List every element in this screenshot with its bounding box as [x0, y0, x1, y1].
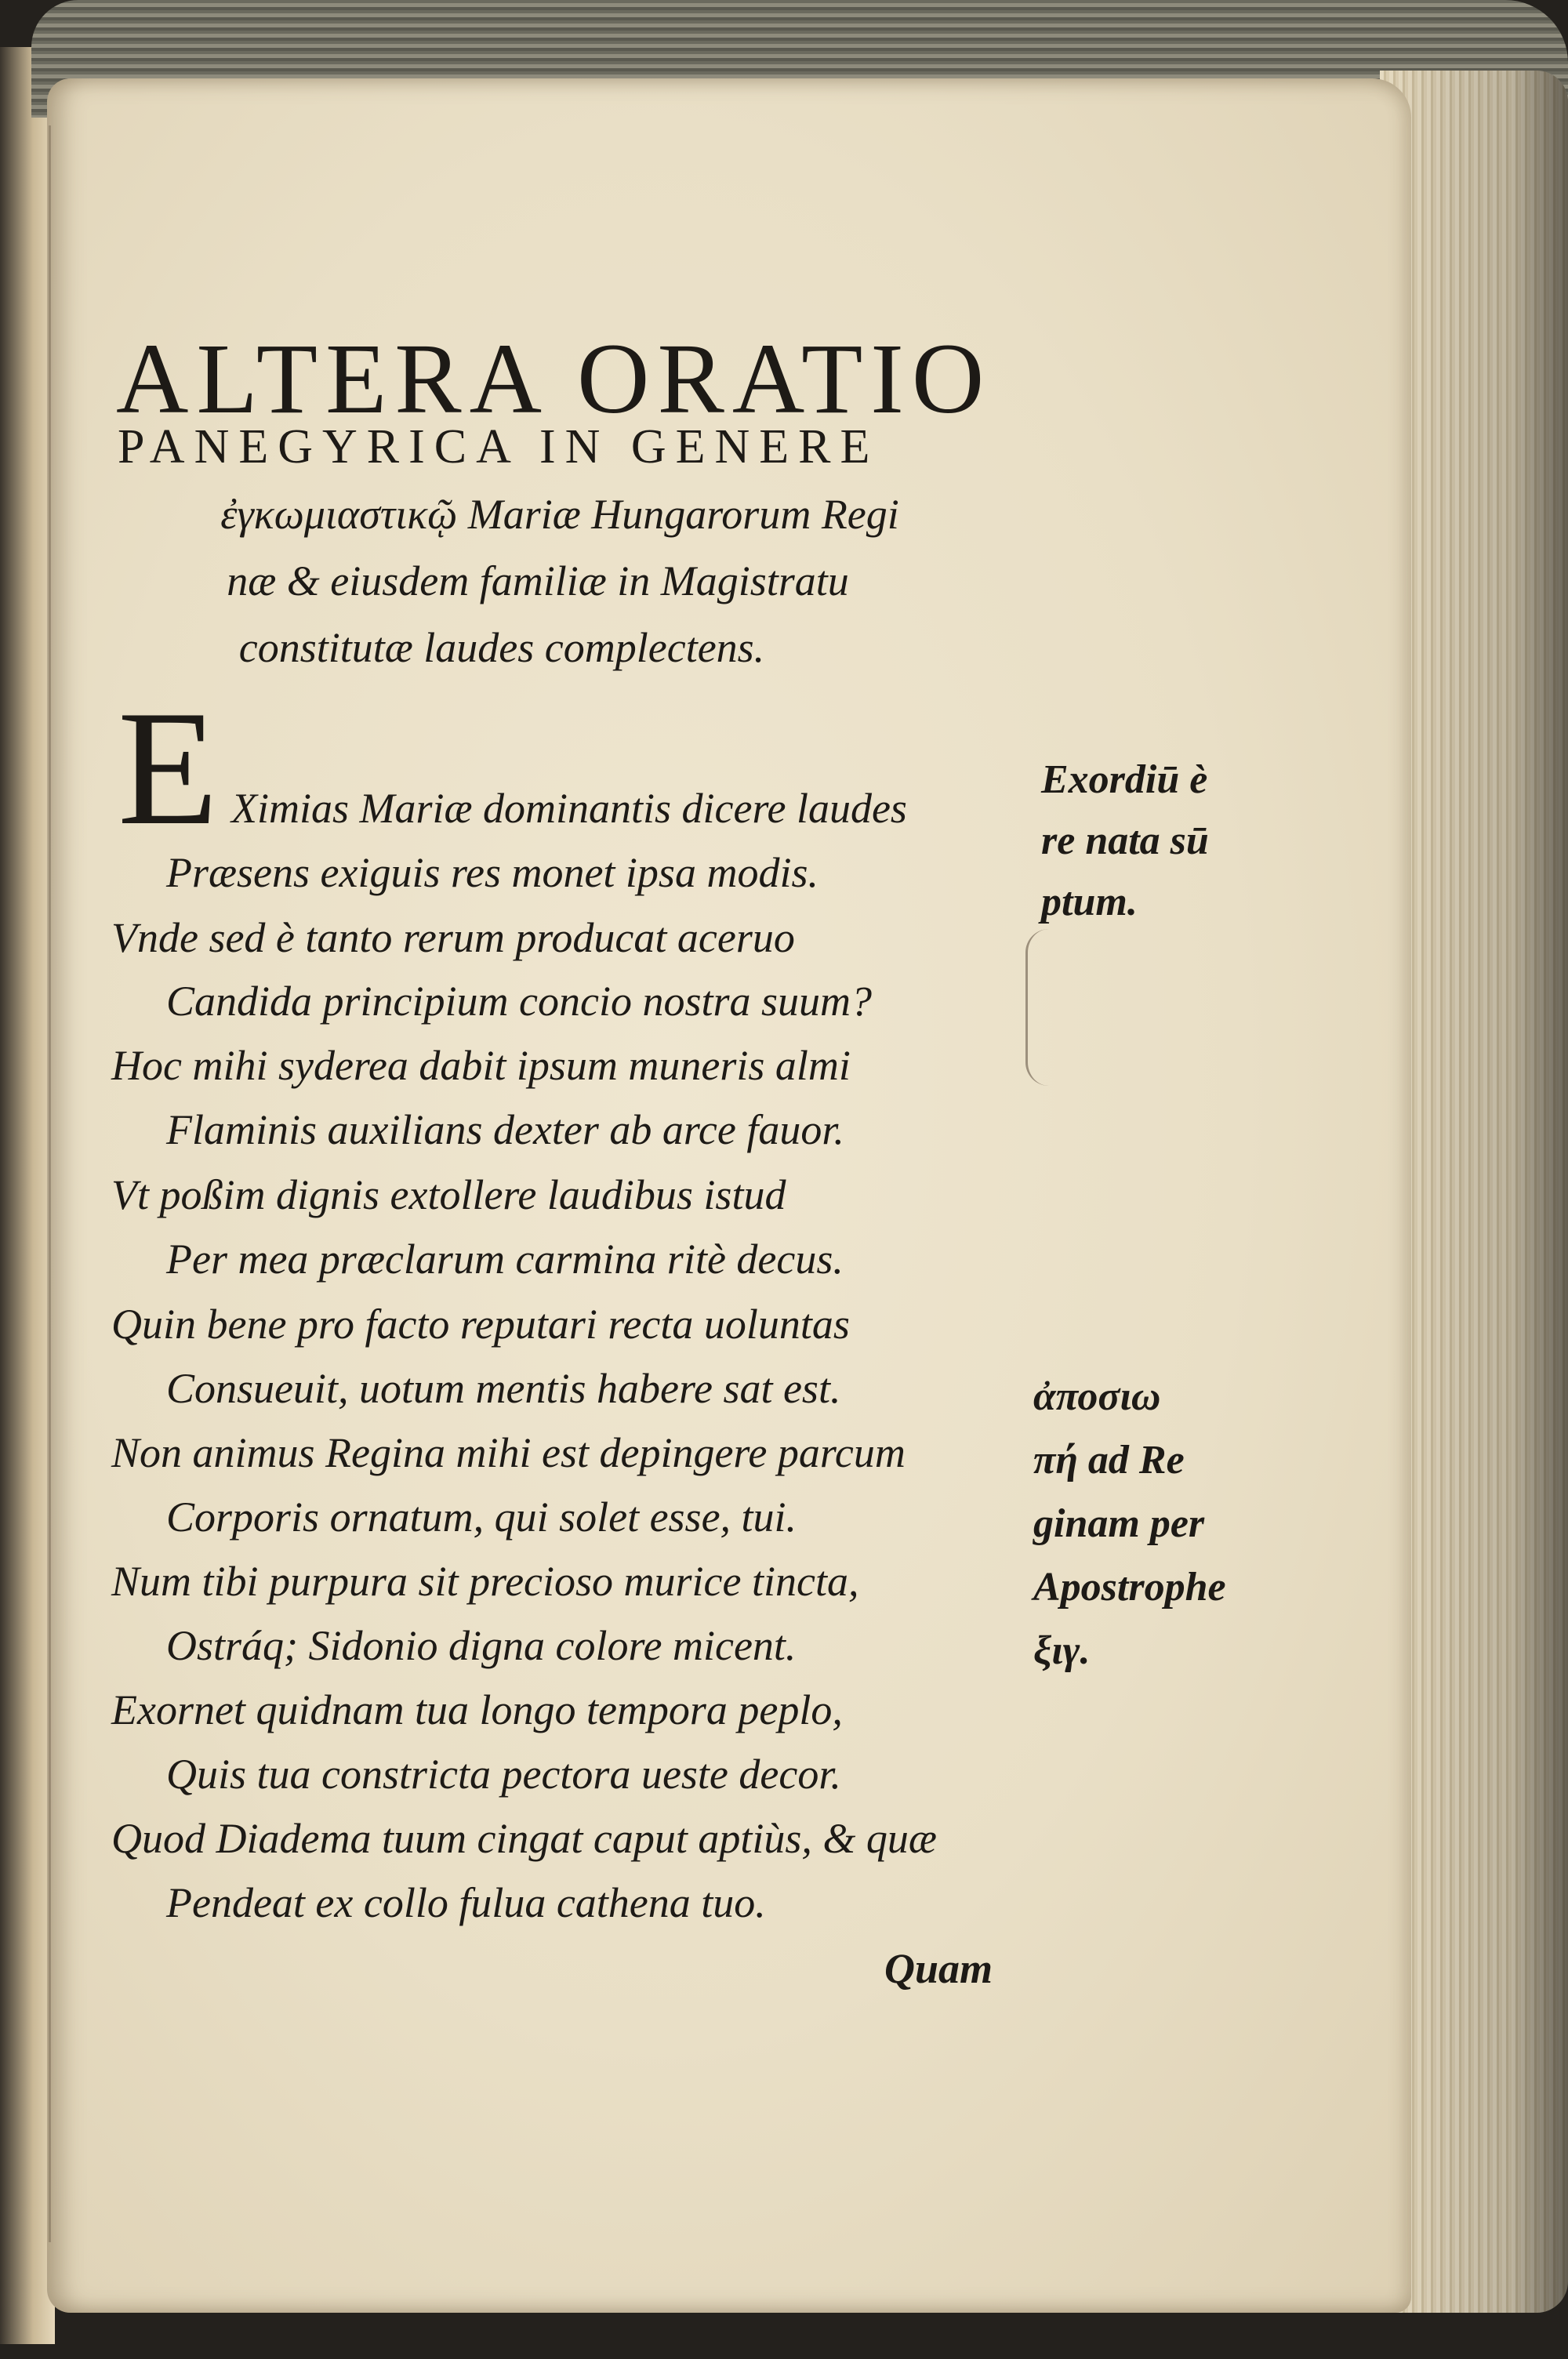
verse-line: Num tibi purpura sit precioso murice tincta,	[111, 1558, 859, 1605]
verse-line: Quod Diadema tuum cingat caput aptiùs, & quæ	[111, 1815, 937, 1862]
verse-line: Vt poßim dignis extollere laudibus istud	[111, 1171, 786, 1218]
verse-line: Quin bene pro facto reputari recta uoluntas	[111, 1301, 850, 1348]
title-line-2: PANEGYRICA IN GENERE	[118, 420, 880, 474]
verse-line: Consueuit, uotum mentis habere sat est.	[166, 1365, 841, 1412]
verse-line: Quis tua constricta pectora ueste decor.	[166, 1751, 841, 1798]
margin-note-1-line: Exordiū è	[1041, 757, 1208, 802]
margin-note-1-line: ptum.	[1041, 880, 1138, 924]
gutter	[49, 125, 51, 2242]
verse-line: Corporis ornatum, qui solet esse, tui.	[166, 1493, 797, 1541]
verse-line: Ximias Mariæ dominantis dicere laudes	[231, 785, 907, 832]
verse-line: Per mea præclarum carmina ritè decus.	[166, 1236, 844, 1283]
margin-note-2-line: πή ad Re	[1033, 1438, 1185, 1483]
title-line-1: ALTERA ORATIO	[116, 323, 993, 434]
catchword: Quam	[884, 1945, 993, 1992]
verse-line: Candida principium concio nostra suum?	[166, 978, 872, 1025]
margin-bracket	[1025, 929, 1059, 1086]
verse-line: Exornet quidnam tua longo tempora peplo,	[111, 1686, 843, 1733]
verse-line: Flaminis auxilians dexter ab arce fauor.	[166, 1106, 844, 1153]
verse-line: Non animus Regina mihi est depingere parcum	[111, 1429, 906, 1476]
verse-line: Hoc mihi sydereа dabit ipsum muneris almi	[111, 1042, 851, 1089]
subtitle-line-1: ἐγκωμιαστικῷ Mariæ Hungarorum Regi	[220, 491, 899, 538]
margin-note-2-line: Apostrophe	[1033, 1565, 1226, 1610]
verse-line: Præsens exiguis res monet ipsa modis.	[166, 849, 818, 896]
margin-note-1-line: re nata sū	[1041, 818, 1209, 863]
subtitle-line-3: constitutæ laudes complectens.	[238, 624, 765, 671]
subtitle-line-2: næ & eiusdem familiæ in Magistratu	[227, 557, 849, 604]
verse-line: Pendeat ex collo fulua cathena tuo.	[166, 1879, 766, 1926]
margin-note-2-line: ξιγ.	[1033, 1628, 1091, 1673]
initial-letter: E	[118, 677, 219, 859]
verse-line: Ostráq; Sidonio digna colore micent.	[166, 1622, 797, 1669]
verse-line: Vnde sed è tanto rerum producat aceruo	[111, 914, 795, 961]
margin-note-2-line: ἀποσιω	[1033, 1374, 1161, 1419]
margin-note-2-line: ginam per	[1033, 1501, 1205, 1546]
